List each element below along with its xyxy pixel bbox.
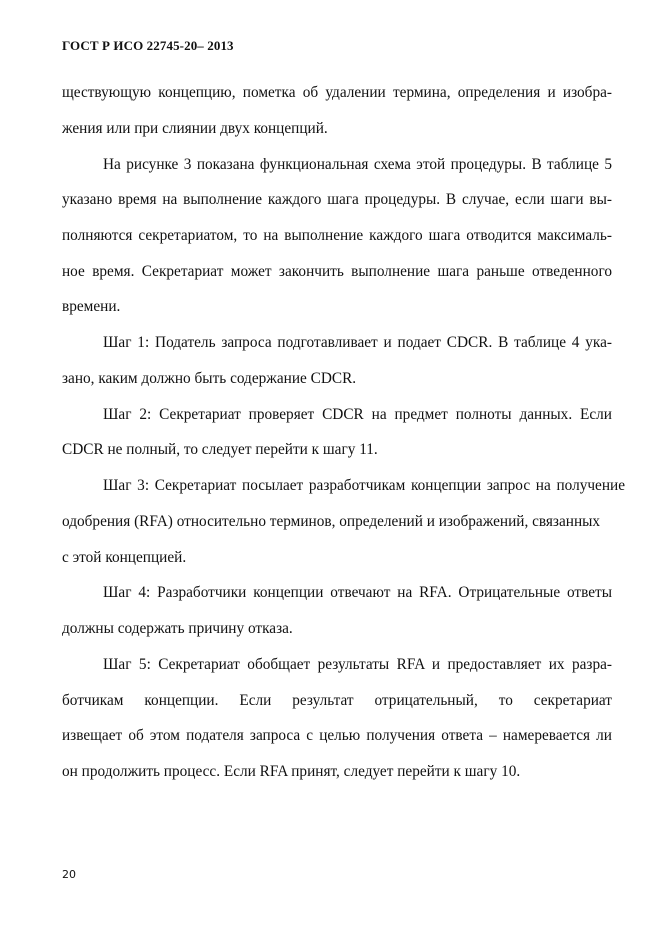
text-line: полняются секретариатом, то на выполнение каждого шага отводится максималь- [62, 227, 612, 244]
text-line: одобрения (RFA) относительно терминов, определений и изображений, связанных [62, 513, 601, 530]
text-line: Шаг 5: Секретариат обобщает результаты RFA и предоставляет их разра- [103, 656, 612, 673]
text-line: времени. [62, 298, 121, 315]
text-line: должны содержать причину отказа. [62, 620, 293, 637]
text-line: ботчикам концепции. Если результат отрицательный, то секретариат [62, 692, 612, 709]
text-line: CDCR не полный, то следует перейти к шагу 11. [62, 441, 378, 458]
text-line: ществующую концепцию, пометка об удалении термина, определения и изобра- [62, 84, 612, 101]
document-header: ГОСТ Р ИСО 22745-20– 2013 [62, 38, 234, 53]
text-line: извещает об этом подателя запроса с целью получения ответа – намеревается ли [62, 727, 612, 744]
text-line: жения или при слиянии двух концепций. [62, 120, 328, 137]
text-line: он продолжить процесс. Если RFA принят, следует перейти к шагу 10. [62, 763, 521, 780]
text-line: с этой концепцией. [62, 549, 187, 566]
text-line: зано, каким должно быть содержание CDCR. [62, 370, 357, 387]
text-line: указано время на выполнение каждого шага процедуры. В случае, если шаги вы- [62, 191, 612, 208]
text-line: Шаг 3: Секретариат посылает разработчикам концепции запрос на получение [103, 477, 625, 494]
page-number: 20 [62, 868, 76, 881]
text-line: Шаг 4: Разработчики концепции отвечают на RFA. Отрицательные ответы [103, 584, 612, 601]
text-line: Шаг 1: Податель запроса подготавливает и подает CDCR. В таблице 4 ука- [103, 334, 612, 351]
text-line: ное время. Секретариат может закончить выполнение шага раньше отведенного [62, 263, 612, 280]
text-line: Шаг 2: Секретариат проверяет CDCR на предмет полноты данных. Если [103, 406, 612, 423]
text-line: На рисунке 3 показана функциональная схема этой процедуры. В таблице 5 [103, 156, 612, 173]
